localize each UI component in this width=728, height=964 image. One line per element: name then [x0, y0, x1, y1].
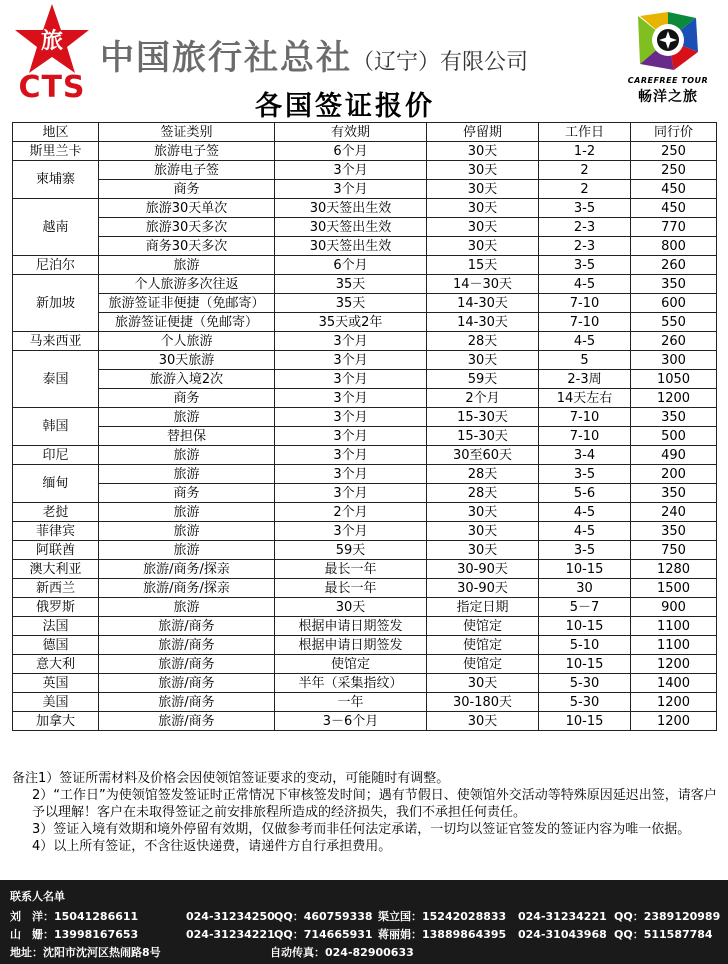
region-cell: 法国 — [13, 617, 99, 636]
table-row — [13, 275, 717, 294]
visa-type-cell: 30天旅游 — [99, 351, 275, 370]
contact-person: 刘 洋：15041286611 — [10, 910, 139, 923]
visa-type-cell: 旅游 — [99, 522, 275, 541]
region-cell: 俄罗斯 — [13, 598, 99, 617]
validity-cell: 根据申请日期签发 — [275, 636, 427, 655]
region-cell: 老挝 — [13, 503, 99, 522]
note-3: 3）签证入境有效期和境外停留有效期，仅做参考而非任何法定承诺，一切均以签证官签发的签证内容为唯一依据。 — [32, 822, 691, 837]
workdays-cell: 4-5 — [539, 332, 631, 351]
price-cell: 300 — [631, 351, 717, 370]
workdays-cell: 3-5 — [539, 465, 631, 484]
validity-cell: 30天签出生效 — [275, 218, 427, 237]
price-cell: 600 — [631, 294, 717, 313]
table-row — [13, 579, 717, 598]
table-row — [13, 560, 717, 579]
note-1: 备注1）签证所需材料及价格会因使领馆签证要求的变动，可能随时有调整。 — [12, 771, 450, 786]
workdays-cell: 3-4 — [539, 446, 631, 465]
workdays-cell: 30 — [539, 579, 631, 598]
price-cell: 260 — [631, 332, 717, 351]
price-cell: 250 — [631, 142, 717, 161]
visa-type-cell: 旅游 — [99, 256, 275, 275]
region-cell: 柬埔寨 — [13, 161, 99, 199]
validity-cell: 最长一年 — [275, 579, 427, 598]
price-cell: 550 — [631, 313, 717, 332]
column-header: 停留期 — [427, 123, 539, 142]
stay-cell: 使馆定 — [427, 617, 539, 636]
contact-person: 渠立国：15242028833 — [378, 910, 507, 923]
contact-address: 地址：沈阳市沈河区热闹路8号 — [10, 946, 161, 959]
contact-phone: 024-31234221 — [518, 910, 607, 923]
validity-cell: 3个月 — [275, 161, 427, 180]
table-row — [13, 294, 717, 313]
workdays-cell: 10-15 — [539, 655, 631, 674]
contact-footer — [0, 880, 728, 964]
table-row — [13, 218, 717, 237]
workdays-cell: 7-10 — [539, 313, 631, 332]
price-cell: 1050 — [631, 370, 717, 389]
price-cell: 450 — [631, 180, 717, 199]
visa-type-cell: 商务 — [99, 389, 275, 408]
carefree-tour-logo — [618, 6, 718, 118]
visa-type-cell: 商务 — [99, 484, 275, 503]
visa-type-cell: 旅游30天单次 — [99, 199, 275, 218]
price-cell: 1200 — [631, 693, 717, 712]
stay-cell: 28天 — [427, 465, 539, 484]
contact-phone: 024-31234221 — [186, 928, 275, 941]
validity-cell: 3个月 — [275, 351, 427, 370]
visa-type-cell: 旅游/商务/探亲 — [99, 560, 275, 579]
region-cell: 意大利 — [13, 655, 99, 674]
table-row — [13, 142, 717, 161]
table-row — [13, 655, 717, 674]
note-4: 4）以上所有签证，不含往返快递费，请递件方自行承担费用。 — [32, 839, 392, 854]
validity-cell: 最长一年 — [275, 560, 427, 579]
visa-type-cell: 个人旅游多次往返 — [99, 275, 275, 294]
price-cell: 500 — [631, 427, 717, 446]
workdays-cell: 3-5 — [539, 256, 631, 275]
stay-cell: 28天 — [427, 484, 539, 503]
price-cell: 1200 — [631, 389, 717, 408]
region-cell: 尼泊尔 — [13, 256, 99, 275]
page-title: 各国签证报价 — [255, 91, 435, 122]
workdays-cell: 5-30 — [539, 674, 631, 693]
table-row — [13, 522, 717, 541]
price-cell: 240 — [631, 503, 717, 522]
carefree-cn-label: 畅洋之旅 — [638, 89, 698, 105]
validity-cell: 3个月 — [275, 522, 427, 541]
column-header: 签证类别 — [99, 123, 275, 142]
table-row — [13, 237, 717, 256]
visa-type-cell: 商务30天多次 — [99, 237, 275, 256]
page-header — [0, 0, 728, 120]
validity-cell: 35天或2年 — [275, 313, 427, 332]
stay-cell: 30天 — [427, 142, 539, 161]
table-row — [13, 313, 717, 332]
stay-cell: 30天 — [427, 712, 539, 731]
table-row — [13, 636, 717, 655]
table-row — [13, 598, 717, 617]
table-row — [13, 674, 717, 693]
table-row — [13, 351, 717, 370]
column-header: 工作日 — [539, 123, 631, 142]
column-header: 地区 — [13, 123, 99, 142]
company-sub: （辽宁）有限公司 — [352, 50, 529, 75]
region-cell: 菲律宾 — [13, 522, 99, 541]
region-cell: 加拿大 — [13, 712, 99, 731]
price-cell: 350 — [631, 275, 717, 294]
stay-cell: 30-180天 — [427, 693, 539, 712]
workdays-cell: 10-15 — [539, 617, 631, 636]
contact-qq: QQ：714665931 — [274, 928, 373, 941]
stay-cell: 14－30天 — [427, 275, 539, 294]
price-cell: 350 — [631, 408, 717, 427]
workdays-cell: 5-10 — [539, 636, 631, 655]
price-cell: 350 — [631, 484, 717, 503]
validity-cell: 30天 — [275, 598, 427, 617]
region-cell: 越南 — [13, 199, 99, 256]
workdays-cell: 7-10 — [539, 427, 631, 446]
workdays-cell: 3-5 — [539, 541, 631, 560]
table-row — [13, 332, 717, 351]
table-row — [13, 503, 717, 522]
contact-person: 蒋丽娟：13889864395 — [378, 928, 507, 941]
price-cell: 1100 — [631, 617, 717, 636]
stay-cell: 15-30天 — [427, 427, 539, 446]
table-row — [13, 256, 717, 275]
contact-qq: QQ：2389120989 — [614, 910, 721, 923]
validity-cell: 3个月 — [275, 180, 427, 199]
visa-type-cell: 旅游/商务 — [99, 693, 275, 712]
stay-cell: 30天 — [427, 351, 539, 370]
price-cell: 900 — [631, 598, 717, 617]
contact-qq: QQ：511587784 — [614, 928, 713, 941]
region-cell: 马来西亚 — [13, 332, 99, 351]
table-row — [13, 161, 717, 180]
visa-type-cell: 旅游/商务 — [99, 636, 275, 655]
region-cell: 美国 — [13, 693, 99, 712]
table-row — [13, 693, 717, 712]
validity-cell: 3个月 — [275, 408, 427, 427]
stay-cell: 30天 — [427, 161, 539, 180]
validity-cell: 3个月 — [275, 427, 427, 446]
visa-type-cell: 旅游 — [99, 598, 275, 617]
table-row — [13, 541, 717, 560]
price-cell: 750 — [631, 541, 717, 560]
price-cell: 260 — [631, 256, 717, 275]
visa-type-cell: 旅游30天多次 — [99, 218, 275, 237]
stay-cell: 59天 — [427, 370, 539, 389]
region-cell: 英国 — [13, 674, 99, 693]
validity-cell: 30天签出生效 — [275, 199, 427, 218]
table-row — [13, 389, 717, 408]
contact-phone: 024-31043968 — [518, 928, 607, 941]
workdays-cell: 5 — [539, 351, 631, 370]
workdays-cell: 2-3 — [539, 237, 631, 256]
visa-type-cell: 旅游签证非便捷（免邮寄） — [99, 294, 275, 313]
workdays-cell: 7-10 — [539, 408, 631, 427]
carefree-wheel-icon — [618, 6, 718, 72]
visa-type-cell: 旅游/商务 — [99, 674, 275, 693]
visa-price-table — [12, 122, 717, 731]
table-row — [13, 427, 717, 446]
table-row — [13, 199, 717, 218]
cts-label: CTS — [18, 70, 86, 105]
visa-type-cell: 旅游电子签 — [99, 161, 275, 180]
price-cell: 250 — [631, 161, 717, 180]
stay-cell: 28天 — [427, 332, 539, 351]
stay-cell: 30-90天 — [427, 560, 539, 579]
visa-type-cell: 旅游 — [99, 446, 275, 465]
stay-cell: 30至60天 — [427, 446, 539, 465]
stay-cell: 14-30天 — [427, 313, 539, 332]
validity-cell: 半年（采集指纹） — [275, 674, 427, 693]
stay-cell: 30天 — [427, 199, 539, 218]
validity-cell: 3个月 — [275, 446, 427, 465]
validity-cell: 30天签出生效 — [275, 237, 427, 256]
visa-type-cell: 旅游入境2次 — [99, 370, 275, 389]
stay-cell: 使馆定 — [427, 636, 539, 655]
region-cell: 阿联酋 — [13, 541, 99, 560]
price-cell: 490 — [631, 446, 717, 465]
company-name — [100, 30, 529, 78]
visa-type-cell: 旅游/商务 — [99, 712, 275, 731]
visa-type-cell: 旅游 — [99, 408, 275, 427]
workdays-cell: 10-15 — [539, 712, 631, 731]
region-cell: 新西兰 — [13, 579, 99, 598]
workdays-cell: 14天左右 — [539, 389, 631, 408]
price-cell: 1200 — [631, 655, 717, 674]
table-body — [13, 142, 717, 731]
stay-cell: 30天 — [427, 541, 539, 560]
region-cell: 澳大利亚 — [13, 560, 99, 579]
column-header: 有效期 — [275, 123, 427, 142]
price-cell: 450 — [631, 199, 717, 218]
stay-cell: 30天 — [427, 237, 539, 256]
workdays-cell: 10-15 — [539, 560, 631, 579]
price-cell: 200 — [631, 465, 717, 484]
stay-cell: 30-90天 — [427, 579, 539, 598]
validity-cell: 3－6个月 — [275, 712, 427, 731]
stay-cell: 使馆定 — [427, 655, 539, 674]
validity-cell: 一年 — [275, 693, 427, 712]
visa-type-cell: 旅游 — [99, 465, 275, 484]
validity-cell: 使馆定 — [275, 655, 427, 674]
validity-cell: 35天 — [275, 275, 427, 294]
stay-cell: 2个月 — [427, 389, 539, 408]
validity-cell: 6个月 — [275, 142, 427, 161]
region-cell: 印尼 — [13, 446, 99, 465]
workdays-cell: 2 — [539, 161, 631, 180]
region-cell: 新加坡 — [13, 275, 99, 332]
price-cell: 800 — [631, 237, 717, 256]
contact-phone: 024-31234250 — [186, 910, 275, 923]
contact-address-row — [10, 944, 414, 960]
table-row — [13, 408, 717, 427]
table-row — [13, 180, 717, 199]
contact-person: 山 姗：13998167653 — [10, 928, 139, 941]
region-cell: 德国 — [13, 636, 99, 655]
region-cell: 斯里兰卡 — [13, 142, 99, 161]
workdays-cell: 4-5 — [539, 275, 631, 294]
visa-type-cell: 替担保 — [99, 427, 275, 446]
notes-section — [12, 770, 718, 855]
stay-cell: 14-30天 — [427, 294, 539, 313]
stay-cell: 15天 — [427, 256, 539, 275]
company-main: 中国旅行社总社 — [100, 38, 352, 78]
table-header-row — [13, 123, 717, 142]
contact-row — [10, 926, 713, 942]
stay-cell: 指定日期 — [427, 598, 539, 617]
visa-type-cell: 旅游 — [99, 503, 275, 522]
contact-fax: 自动传真：024-82900633 — [270, 946, 414, 959]
stay-cell: 30天 — [427, 180, 539, 199]
table-row — [13, 484, 717, 503]
workdays-cell: 2-3 — [539, 218, 631, 237]
stay-cell: 30天 — [427, 503, 539, 522]
workdays-cell: 5－7 — [539, 598, 631, 617]
visa-type-cell: 旅游/商务 — [99, 617, 275, 636]
table-row — [13, 617, 717, 636]
visa-type-cell: 商务 — [99, 180, 275, 199]
price-cell: 1280 — [631, 560, 717, 579]
validity-cell: 3个月 — [275, 465, 427, 484]
price-cell: 1400 — [631, 674, 717, 693]
carefree-top-label: CAREFREE TOUR — [627, 76, 709, 85]
cts-star-mark: 旅 — [40, 28, 64, 54]
workdays-cell: 1-2 — [539, 142, 631, 161]
column-header: 同行价 — [631, 123, 717, 142]
validity-cell: 6个月 — [275, 256, 427, 275]
contact-row — [10, 908, 720, 924]
region-cell: 泰国 — [13, 351, 99, 408]
validity-cell: 3个月 — [275, 370, 427, 389]
validity-cell: 2个月 — [275, 503, 427, 522]
note-2: 2）“工作日”为使领馆签发签证时正常情况下审核签发时间；遇有节假日、使领馆外交活动等特殊原因延迟出签，请客户予以理解！客户在未取得签证之前安排旅程所造成的经济损失，我们不承担任何责任。 — [32, 788, 717, 820]
contact-qq: QQ：460759338 — [274, 910, 373, 923]
validity-cell: 3个月 — [275, 332, 427, 351]
workdays-cell: 4-5 — [539, 503, 631, 522]
stay-cell: 30天 — [427, 522, 539, 541]
validity-cell: 根据申请日期签发 — [275, 617, 427, 636]
price-cell: 1100 — [631, 636, 717, 655]
price-cell: 1500 — [631, 579, 717, 598]
workdays-cell: 2 — [539, 180, 631, 199]
validity-cell: 35天 — [275, 294, 427, 313]
visa-type-cell: 旅游电子签 — [99, 142, 275, 161]
table-row — [13, 446, 717, 465]
price-cell: 350 — [631, 522, 717, 541]
region-cell: 韩国 — [13, 408, 99, 446]
region-cell: 缅甸 — [13, 465, 99, 503]
workdays-cell: 3-5 — [539, 199, 631, 218]
workdays-cell: 5-30 — [539, 693, 631, 712]
validity-cell: 3个月 — [275, 389, 427, 408]
visa-type-cell: 旅游 — [99, 541, 275, 560]
visa-type-cell: 旅游/商务 — [99, 655, 275, 674]
visa-type-cell: 旅游签证便捷（免邮寄） — [99, 313, 275, 332]
workdays-cell: 2-3周 — [539, 370, 631, 389]
table-row — [13, 370, 717, 389]
workdays-cell: 7-10 — [539, 294, 631, 313]
stay-cell: 30天 — [427, 218, 539, 237]
table-row — [13, 712, 717, 731]
workdays-cell: 4-5 — [539, 522, 631, 541]
price-cell: 1200 — [631, 712, 717, 731]
visa-type-cell: 旅游/商务/探亲 — [99, 579, 275, 598]
contact-heading: 联系人名单 — [10, 890, 65, 903]
visa-type-cell: 个人旅游 — [99, 332, 275, 351]
stay-cell: 30天 — [427, 674, 539, 693]
validity-cell: 59天 — [275, 541, 427, 560]
price-cell: 770 — [631, 218, 717, 237]
validity-cell: 3个月 — [275, 484, 427, 503]
workdays-cell: 5-6 — [539, 484, 631, 503]
table-row — [13, 465, 717, 484]
stay-cell: 15-30天 — [427, 408, 539, 427]
